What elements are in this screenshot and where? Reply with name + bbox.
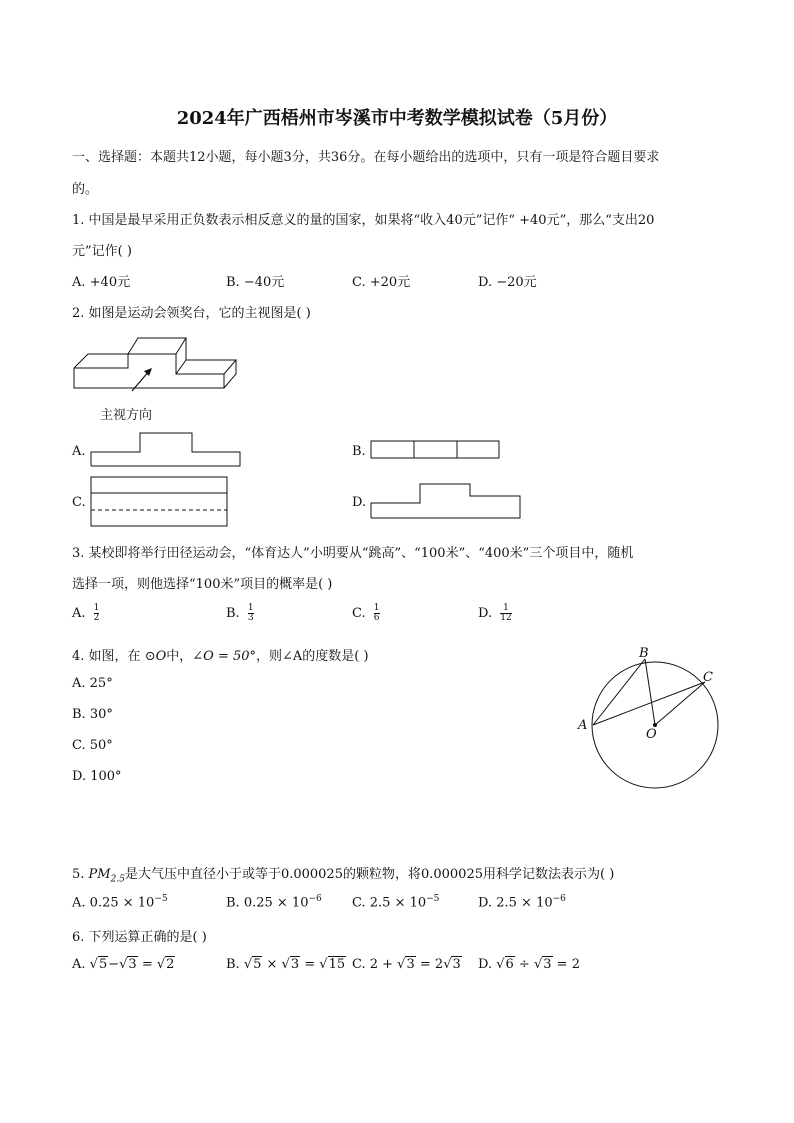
q6-option-a: A. √5−√3 = √2 (72, 957, 175, 972)
point-a-label: A (578, 718, 588, 733)
q1-option-b: B. −40元 (226, 275, 285, 290)
q2-label-b: B. (352, 444, 366, 459)
q3-option-a (72, 604, 99, 623)
q2-option-d-figure (370, 483, 522, 520)
q3-fraction-c: $\frac{1}{6}$ (373, 603, 380, 623)
q3-label-c: C. (352, 606, 366, 621)
q3-label-b: B. (226, 606, 240, 621)
q2-label-c: C. (72, 495, 86, 510)
q4-option-a: A. 25° (72, 676, 113, 691)
point-b-label: B (639, 646, 649, 661)
q2-option-b-figure (370, 440, 502, 460)
circle-symbol: ⊙ (144, 649, 156, 664)
q1-option-d: D. −20元 (478, 275, 537, 290)
q3-stem: 3. 某校即将举行田径运动会，“体育达人”小明要从“跳高”、“100米”、“400米”三个项目中，随机 (72, 546, 634, 561)
q6-option-b: B. √5 × √3 = √15 (226, 957, 346, 972)
q3-label-a: A. (72, 606, 86, 621)
q5-option-d: D. $2.5 \times 10^{-6}$ (478, 894, 566, 911)
q5-option-a: A. $0.25 \times 10^{-5}$ (72, 894, 168, 911)
q2-stem: 2. 如图是运动会领奖台，它的主视图是( ) (72, 306, 311, 321)
q1-stem-cont: 元”记作( ) (72, 244, 132, 259)
q4-stem: 4. 如图，在 ⊙O中，∠O = 50°，则∠A的度数是( ) (72, 649, 369, 664)
q1-option-a: A. +40元 (72, 275, 131, 290)
q3-fraction-b: $\frac{1}{3}$ (247, 603, 254, 623)
podium-figure (70, 334, 245, 394)
q6-stem: 6. 下列运算正确的是( ) (72, 930, 207, 945)
circle-figure (572, 642, 732, 792)
view-direction-caption: 主视方向 (100, 408, 153, 423)
q1-stem: 1. 中国是最早采用正负数表示相反意义的量的国家，如果将“收入40元”记作“ +40元”，那么“支出20 (72, 213, 655, 228)
section-header-cont: 的。 (72, 182, 99, 197)
q4-option-b: B. 30° (72, 707, 113, 722)
q2-label-a: A. (72, 444, 86, 459)
angle-o: ∠O = 50° (192, 649, 257, 664)
point-o-label: O (646, 727, 657, 742)
q4-option-d: D. 100° (72, 769, 122, 784)
point-c-label: C (703, 670, 713, 685)
q3-stem-cont: 选择一项，则他选择“100米”项目的概率是( ) (72, 577, 333, 592)
page-title: 2024年广西梧州市岑溪市中考数学模拟试卷（5月份） (176, 108, 618, 129)
q5-stem: 5. $PM_{2.5}$是大气压中直径小于或等于0.000025的颗粒物，将0.000025用科学记数法表示为( ) (72, 867, 615, 885)
q3-option-d (478, 604, 512, 623)
q5-option-c: C. $2.5 \times 10^{-5}$ (352, 894, 440, 911)
q3-fraction-a: $\frac{1}{2}$ (93, 603, 100, 623)
q6-option-c: C. 2 + √3 = 2√3 (352, 957, 461, 972)
q2-option-c-figure (90, 476, 230, 528)
section-header: 一、选择题：本题共12小题，每小题3分，共36分。在每小题给出的选项中，只有一项是符合题目要求 (72, 150, 660, 165)
q1-option-c: C. +20元 (352, 275, 411, 290)
q3-fraction-d: $\frac{1}{12}$ (500, 603, 512, 623)
q3-option-c (352, 604, 380, 623)
q2-label-d: D. (352, 495, 367, 510)
q4-option-c: C. 50° (72, 738, 113, 753)
q5-option-b: B. $0.25 \times 10^{-6}$ (226, 894, 322, 911)
q2-option-a-figure (90, 432, 242, 468)
q3-option-b (226, 604, 254, 623)
q6-option-d: D. √6 ÷ √3 = 2 (478, 957, 580, 972)
q3-label-d: D. (478, 606, 493, 621)
